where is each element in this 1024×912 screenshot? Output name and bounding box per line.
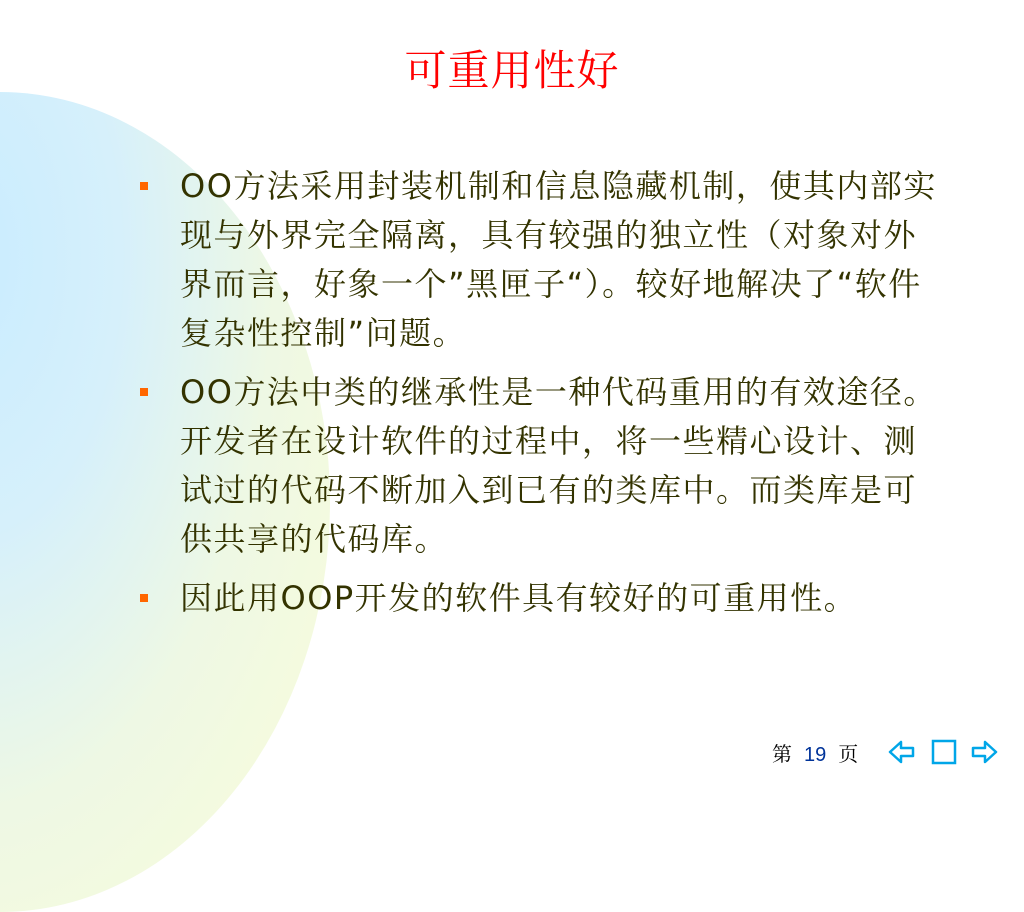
prev-page-button[interactable]: [888, 738, 916, 766]
slide-title: 可重用性好: [404, 46, 620, 95]
bullet-square-icon: [140, 594, 148, 602]
bullet-square-icon: [140, 182, 148, 190]
bullet-item: [140, 574, 950, 623]
bullet-list: [140, 162, 950, 633]
page-suffix: 页: [838, 742, 859, 766]
next-page-button[interactable]: [970, 738, 998, 766]
home-square-icon: [931, 739, 957, 765]
bullet-text: OO方法采用封装机制和信息隐藏机制，使其内部实现与外界完全隔离，具有较强的独立性（对象对外界而言，好象一个”黑匣子“）。较好地解决了“软件复杂性控制”问题。: [180, 167, 937, 352]
bullet-text: 因此用OOP开发的软件具有较好的可重用性。: [180, 579, 858, 617]
page-number: 19: [804, 744, 827, 766]
bullet-text: OO方法中类的继承性是一种代码重用的有效途径。开发者在设计软件的过程中，将一些精心设计、测试过的代码不断加入到已有的类库中。而类库是可供共享的代码库。: [180, 373, 937, 558]
bullet-square-icon: [140, 388, 148, 396]
home-button[interactable]: [930, 738, 958, 766]
page-prefix: 第: [772, 742, 792, 766]
arrow-left-icon: [888, 739, 916, 765]
arrow-right-icon: [970, 739, 998, 765]
page-indicator: [772, 738, 858, 767]
bullet-item: [140, 162, 950, 358]
bullet-item: [140, 368, 950, 564]
